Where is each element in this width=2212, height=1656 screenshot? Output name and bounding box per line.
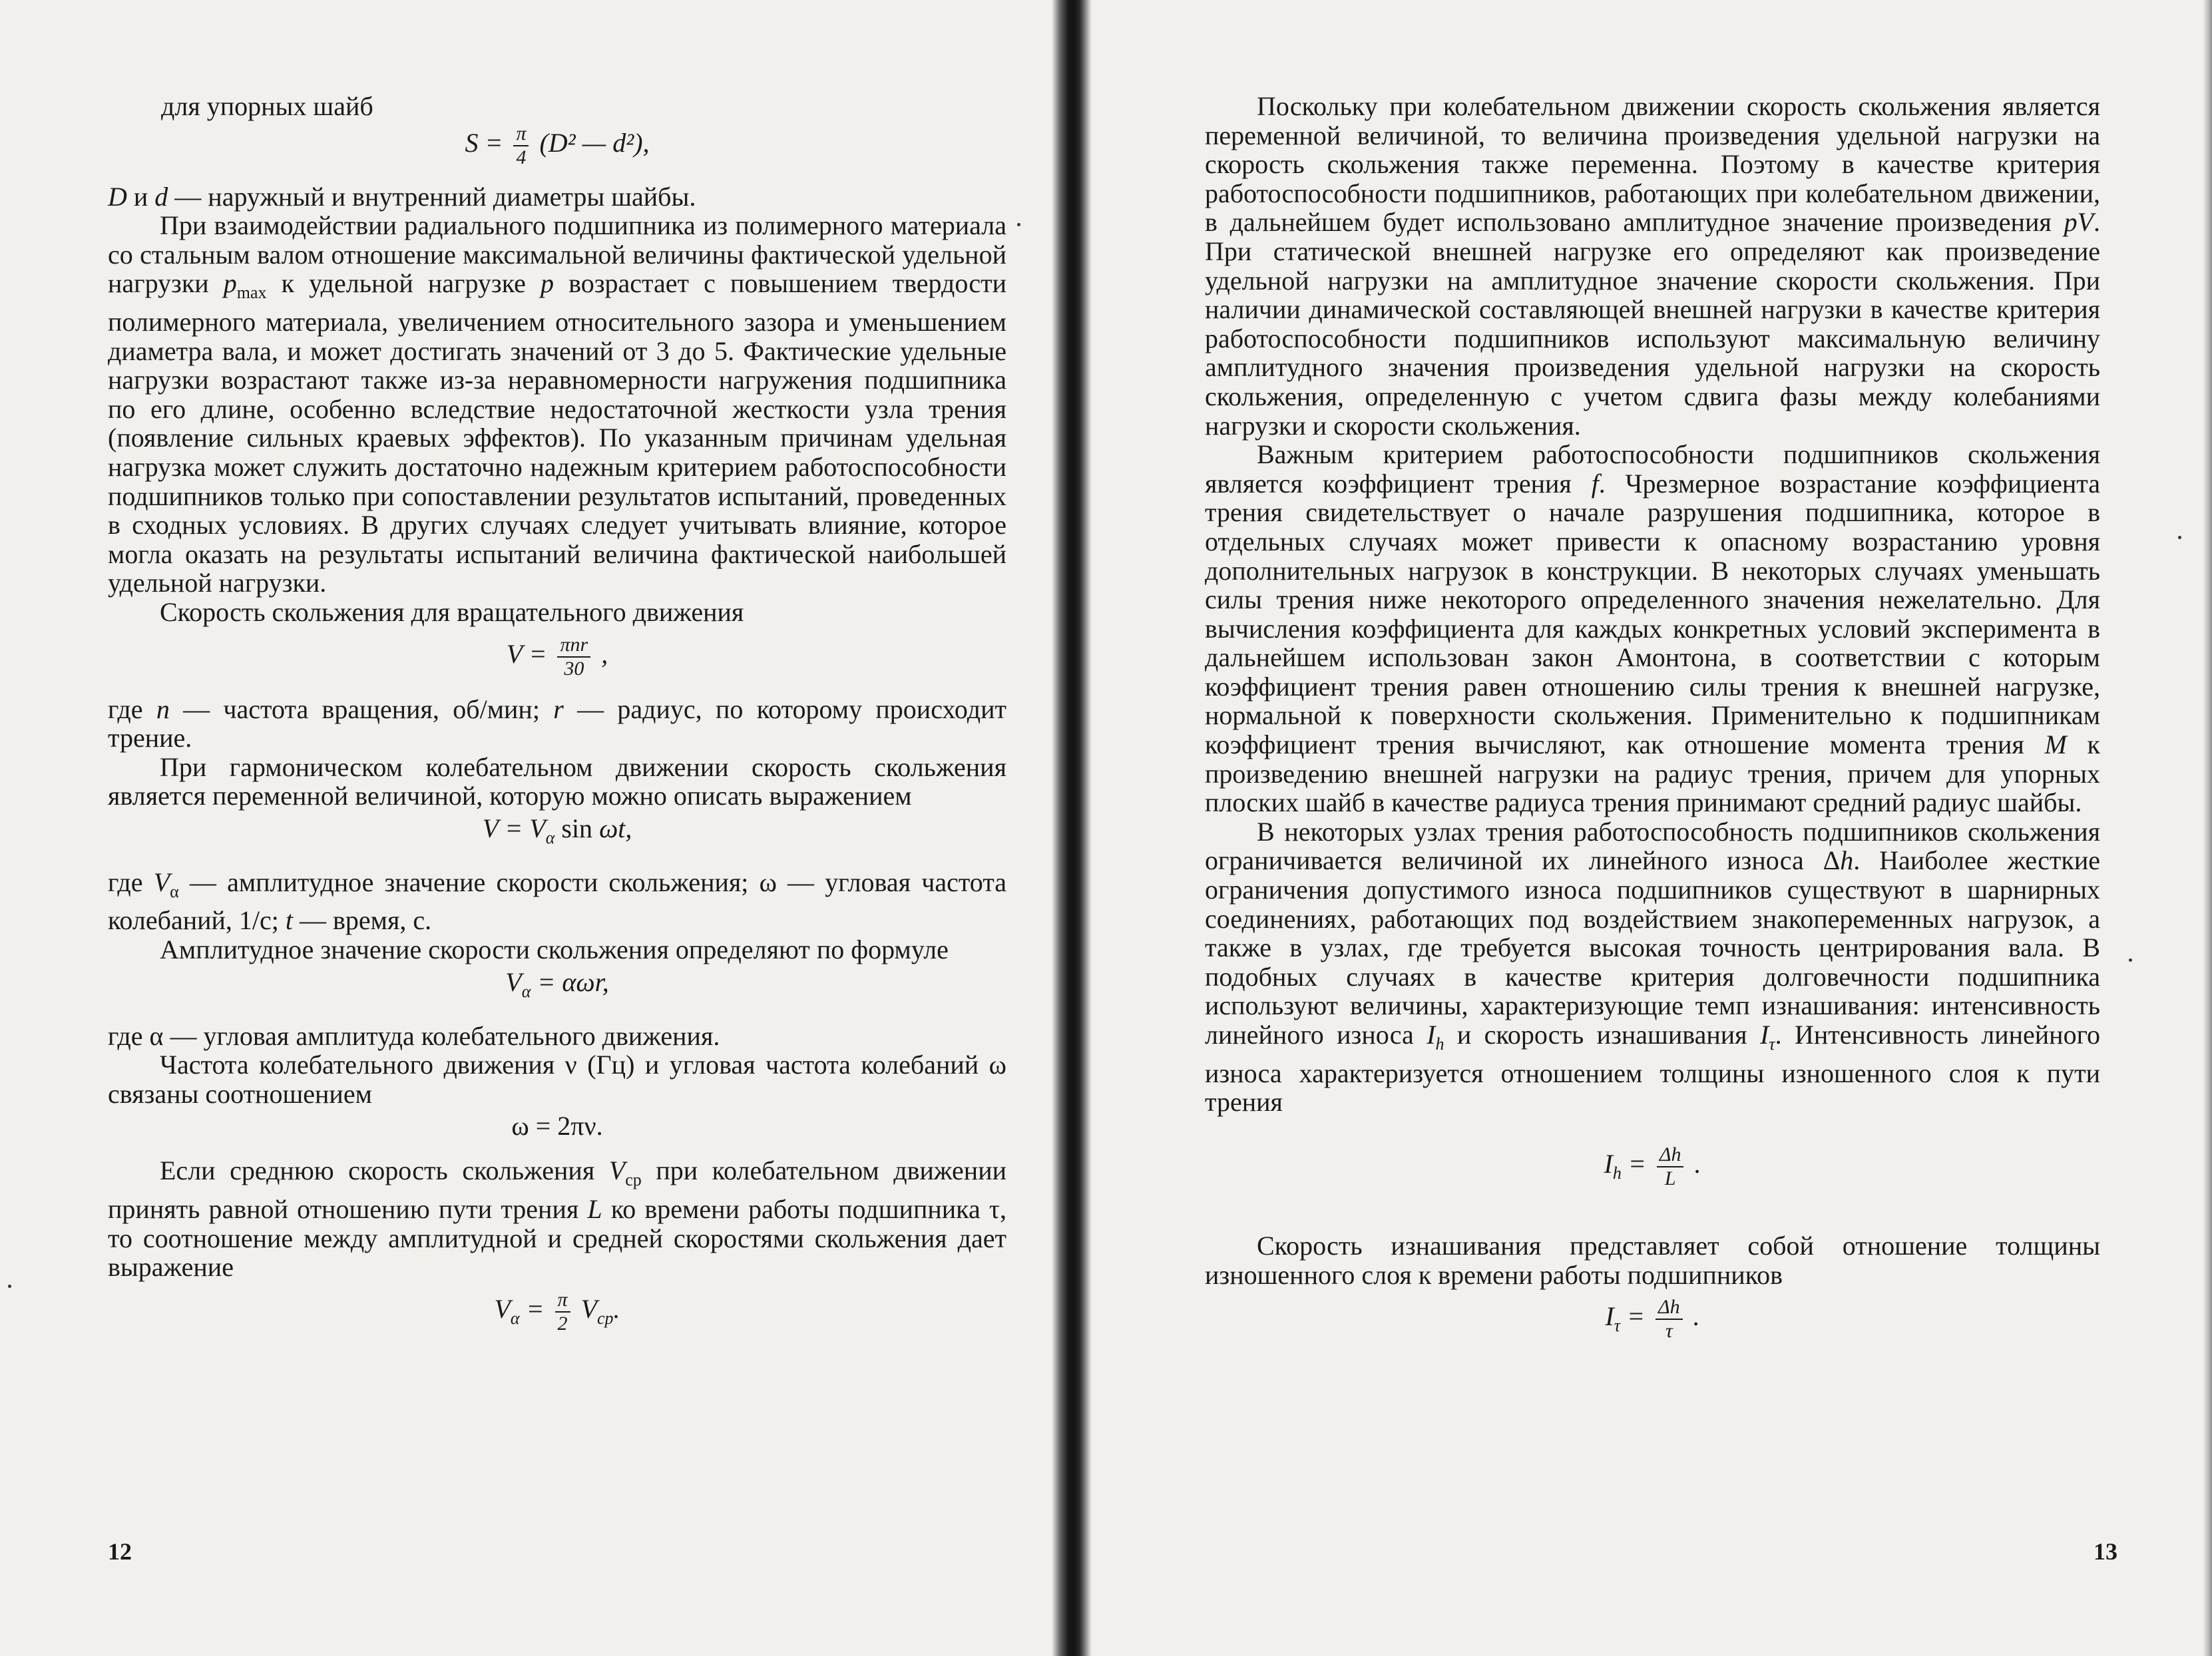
paragraph: D и d — наружный и внутренний диаметры шайбы.: [108, 181, 696, 212]
formula-harmonic-speed: $V = V_\alpha$ sin ωt,: [482, 813, 632, 847]
right-text-column: [1205, 92, 2100, 1358]
paragraph: где $V_\alpha$ — амплитудное значение скорости скольжения; ω — угловая частота колебаний, 1/с; t — время, с.: [108, 867, 1006, 936]
paragraph: Скорость скольжения для вращательного движения: [160, 596, 744, 627]
paragraph: где n — частота вращения, об/мин; r — радиус, по которому происходит трение.: [108, 694, 1006, 753]
paragraph: для упорных шайб: [161, 91, 373, 121]
right-page: [1092, 0, 2212, 1656]
scan-speck: [2178, 536, 2181, 539]
formula-angular-frequency: ω = 2πν.: [511, 1111, 603, 1141]
formula-amplitude-speed: $V_\alpha = \alpha\omega r$,: [505, 966, 609, 1001]
paragraph: Поскольку при колебательном движении скорость скольжения является переменной величиной, то величина произведения удельной нагрузки на скорость скольжения также переменна. Поэтому в качестве критерия работоспособности подшипников, работающих при колебательном движении, в дальнейшем будет использовано амплитудное значение произведения pV. При статической внешней нагрузке его определяют как произведение удельной нагрузки на амплитудное значение скорости скольжения. При наличии динамической составляющей внешней нагрузки в качестве критерия работоспособности подшипников используют максимальную величину амплитудного значения произведения удельной нагрузки на скорость скольжения, определенную с учетом сдвига фазы между колебаниями нагрузки и скорости скольжения.: [1205, 91, 2100, 441]
scan-speck: [2129, 958, 2132, 962]
left-page: [0, 0, 1052, 1656]
book-spine: [1052, 0, 1092, 1656]
paragraph: При взаимодействии радиального подшипника из полимерного материала со стальным валом отношение максимальной величины фактической удельной нагрузки $p_{max}$ к удельной нагрузке p возрастает с повышением твердости полимерного материала, увеличением относительного зазора и уменьшением диаметра вала, и может достигать значений от 3 до 5. Фактические удельные нагрузки возрастают также из-за неравномерности нагружения подшипника по его длине, особенно вследствие недостаточной жесткости узла трения (появление сильных краевых эффектов). По указанным причинам удельная нагрузка может служить достаточно надежным критерием работоспособности подшипников только при сопоставлении результатов испытаний, проведенных в сходных условиях. В других случаях следует учитывать влияние, которое могла оказать на результаты испытаний величина фактической наибольшей удельной нагрузки.: [108, 210, 1006, 598]
paragraph: В некоторых узлах трения работоспособность подшипников скольжения ограничивается величиной их линейного износа Δh. Наиболее жесткие ограничения допустимого износа подшипников существуют в шарнирных соединениях, работающих под воздействием знакопеременных нагрузок, а также в узлах, где требуется высокая точность центрирования вала. В подобных случаях в качестве критерия долговечности подшипника используют величины, характеризующие темп изнашивания: интенсивность линейного износа $I_h$ и скорость изнашивания $I_\tau$. Интенсивность линейного износа характеризуется отношением толщины изношенного слоя к пути трения: [1205, 816, 2101, 1118]
scan-speck: [1017, 223, 1020, 226]
formula-rotational-speed: V = $\frac{\text{πnr}}{30}$ ,: [506, 633, 608, 680]
paragraph: где α — угловая амплитуда колебательного движения.: [108, 1020, 720, 1051]
page-number: 12: [108, 1538, 132, 1565]
paragraph: При гармоническом колебательном движении скорость скольжения является переменной величиной, которую можно описать выражением: [108, 751, 1006, 811]
paragraph: Частота колебательного движения ν (Гц) и угловая частота колебаний ω связаны соотношением: [108, 1050, 1006, 1109]
formula-wear-rate: $I_\tau$ = $\frac{\Delta h}{\tau}$ .: [1605, 1296, 1700, 1343]
paragraph: Важным критерием работоспособности подшипников скольжения является коэффициент трения f. Чрезмерное возрастание коэффициента трения свидетельствует о начале разрушения подшипника, которое в отдельных случаях может привести к опасному возрастанию уровня дополнительных нагрузок в конструкции. В некоторых случаях уменьшать силы трения ниже некоторого определенного значения нежелательно. Для вычисления коэффициента для каждых конкретных условий эксперимента в дальнейшем использован закон Амонтона, в соответствии с которым коэффициент трения равен отношению силы трения к внешней нагрузке, нормальной к поверхности скольжения. Применительно к подшипникам коэффициент трения вычисляют, как отношение момента трения M к произведению внешней нагрузки на радиус трения, причем для упорных плоских шайб в качестве радиуса трения принимают средний радиус шайбы.: [1205, 439, 2100, 818]
left-text-column: [108, 92, 1006, 1351]
paragraph: Амплитудное значение скорости скольжения определяют по формуле: [160, 934, 949, 965]
page-edge-shadow: [2203, 0, 2212, 1656]
paragraph: Скорость изнашивания представляет собой отношение толщины изношенного слоя к времени работы подшипников: [1205, 1230, 2100, 1290]
formula-linear-wear-intensity: $I_h$ = $\frac{\Delta h}{L}$ .: [1604, 1143, 1701, 1189]
scan-speck: [8, 1285, 11, 1288]
paragraph: Если среднюю скорость скольжения $V_{ср}$ при колебательном движении принять равной отношению пути трения L ко времени работы подшипника τ, то соотношение между амплитудной и средней скоростями скольжения дает выражение: [108, 1155, 1006, 1283]
formula-amplitude-mean: $V_\alpha$ = $\frac{\pi}{2}$ $V_{ср}$.: [494, 1288, 620, 1335]
page-number: 13: [2094, 1538, 2117, 1565]
formula-washer-area: S = $\frac{\pi}{4}$ (D² — d²),: [465, 122, 650, 168]
